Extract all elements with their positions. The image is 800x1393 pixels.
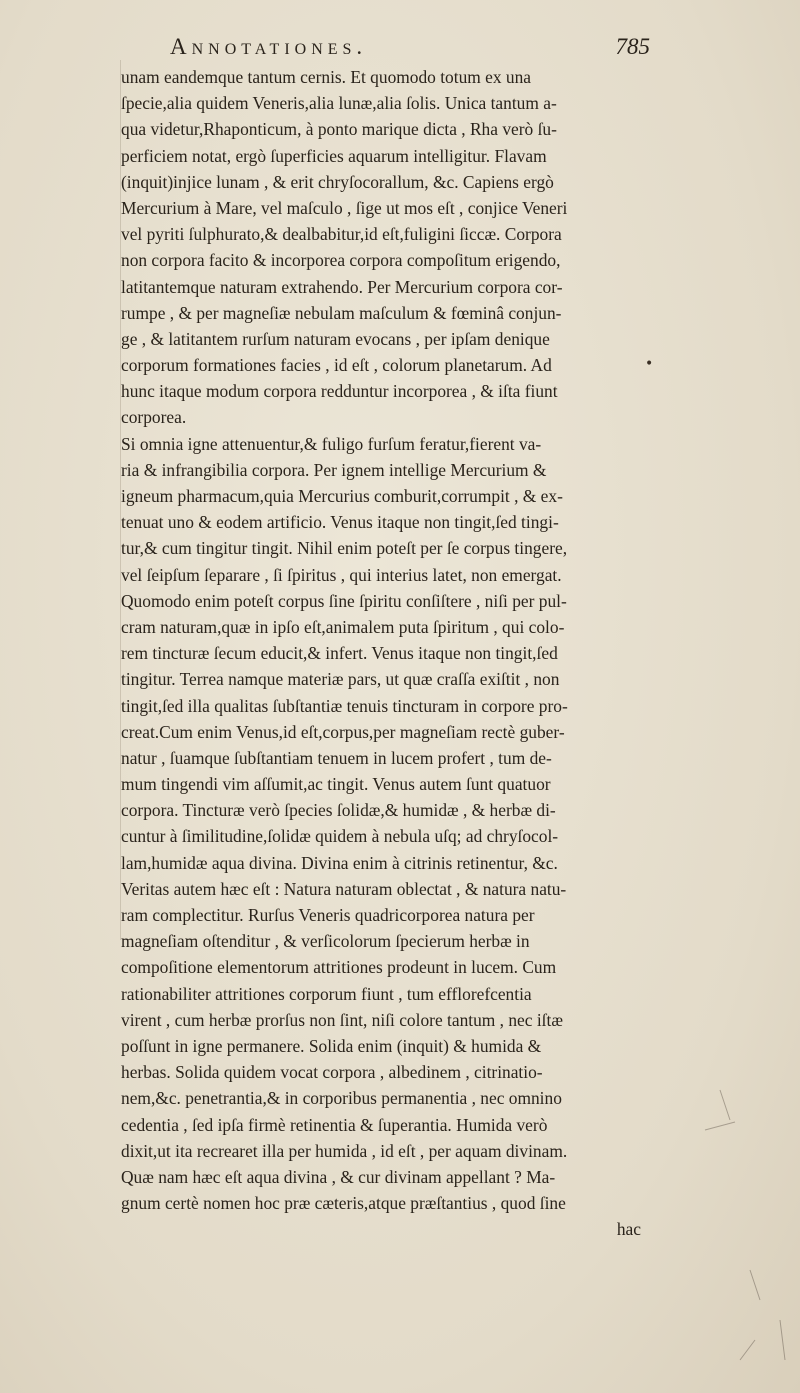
text-line: ge , & latitantem rurſum naturam evocans , per ipſam denique — [121, 328, 550, 349]
text-line: mum tingendi vim aſſumit,ac tingit. Venus autem ſunt quatuor — [121, 774, 551, 795]
text-line: corporea. — [121, 407, 187, 428]
text-line: ria & infrangibilia corpora. Per ignem intellige Mercurium & — [121, 459, 547, 480]
text-line: Mercurium à Mare, vel maſculo , ſige ut mos eſt , conjice Veneri — [121, 197, 568, 218]
page-header — [0, 26, 800, 66]
text-line: lam,humidæ aqua divina. Divina enim à citrinis retinentur, &c. — [121, 852, 558, 873]
text-line: magneſiam oſtenditur , & verſicolorum ſpecierum herbæ in — [121, 931, 530, 952]
margin-scribble — [700, 1070, 800, 1370]
text-line: tur,& cum tingitur tingit. Nihil enim poteſt per ſe corpus tingere, — [121, 538, 568, 559]
text-line: rumpe , & per magneſiæ nebulam maſculum & fœminâ conjun- — [121, 302, 562, 323]
text-line: natur , ſuamque ſubſtantiam tenuem in lucem profert , tum de- — [121, 747, 552, 768]
text-line: corpora. Tincturæ verò ſpecies ſolidæ,& humidæ , & herbæ di- — [121, 800, 556, 821]
text-line: herbas. Solida quidem vocat corpora , albedinem , citrinatio- — [121, 1062, 543, 1083]
text-line: (inquit)injice lunam , & erit chryſocorallum, &c. Capiens ergò — [121, 171, 554, 192]
text-line: cedentia , ſed ipſa firmè retinentia & ſuperantia. Humida verò — [121, 1114, 548, 1135]
text-line: igneum pharmacum,quia Mercurius comburit,corrumpit , & ex- — [121, 486, 563, 506]
text-line: corporum formationes facies , id eſt , colorum planetarum. Ad — [121, 355, 552, 376]
catchword: hac — [616, 1219, 641, 1240]
body-text — [121, 64, 641, 1242]
text-line: perficiem notat, ergò ſuperficies aquarum intelligitur. Flavam — [121, 145, 547, 166]
text-line: rationabiliter attritiones corporum fiunt , tum efflorefcentia — [121, 983, 532, 1004]
running-head: Annotationes. — [170, 34, 368, 59]
text-line: rem tincturæ ſecum educit,& infert. Venus itaque non tingit,ſed — [121, 643, 558, 664]
text-line: virent , cum herbæ prorſus non ſint, niſi colore tantum , nec iſtæ — [121, 1009, 563, 1030]
margin-dot: • — [645, 356, 654, 372]
text-line: Quæ nam hæc eſt aqua divina , & cur divinam appellant ? Ma- — [121, 1166, 556, 1187]
text-line: vel pyriti ſulphurato,& dealbabitur,id eſt,fuligini ſiccæ. Corpora — [121, 224, 562, 245]
text-line: nem,&c. penetrantia,& in corporibus permanentia , nec omnino — [121, 1088, 562, 1109]
text-line: ſpecie,alia quidem Veneris,alia lunæ,alia ſolis. Unica tantum a- — [121, 93, 557, 114]
text-line: ram complectitur. Rurſus Veneris quadricorporea natura per — [121, 905, 535, 925]
text-line: creat.Cum enim Venus,id eſt,corpus,per magneſiam rectè guber- — [121, 721, 565, 742]
text-line: non corpora facito & incorporea corpora compoſitum erigendo, — [121, 250, 561, 271]
text-line: tenuat uno & eodem artificio. Venus itaque non tingit,ſed tingi- — [121, 512, 559, 533]
text-line: qua videtur,Rhaponticum, à ponto marique dicta , Rha verò ſu- — [121, 119, 557, 140]
text-line: unam eandemque tantum cernis. Et quomodo totum ex una — [121, 67, 532, 87]
text-line: gnum certè nomen hoc præ cæteris,atque præſtantius , quod ſine — [121, 1193, 566, 1214]
text-line: Quomodo enim poteſt corpus ſine ſpiritu conſiſtere , niſi per pul- — [121, 590, 567, 611]
text-line: Si omnia igne attenuentur,& fuligo furſum feratur,fierent va- — [121, 433, 542, 454]
text-line: tingitur. Terrea namque materiæ pars, ut quæ craſſa exiſtit , non — [121, 669, 560, 690]
text-line: compoſitione elementorum attritiones prodeunt in lucem. Cum — [121, 957, 557, 978]
text-line: tingit,ſed illa qualitas ſubſtantiæ tenuis tincturam in corpore pro- — [121, 695, 568, 716]
text-line: vel ſeipſum ſeparare , ſi ſpiritus , qui interius latet, non emergat. — [121, 564, 562, 585]
text-line: cram naturam,quæ in ipſo eſt,animalem puta ſpiritum , qui colo- — [121, 616, 565, 637]
text-line: cuntur à ſimilitudine,ſolidæ quidem à nebula uſq; ad chryſocol- — [121, 826, 559, 847]
text-line: Veritas autem hæc eſt : Natura naturam oblectat , & natura natu- — [121, 878, 567, 899]
text-line: hunc itaque modum corpora redduntur incorporea , & iſta fiunt — [121, 381, 558, 402]
text-line: dixit,ut ita recrearet illa per humida , id eſt , per aquam divinam. — [121, 1140, 568, 1161]
text-line: poſſunt in igne permanere. Solida enim (inquit) & humida & — [121, 1035, 542, 1056]
page-number: 785 — [615, 34, 650, 59]
text-line: latitantemque naturam extrahendo. Per Mercurium corpora cor- — [121, 276, 563, 297]
